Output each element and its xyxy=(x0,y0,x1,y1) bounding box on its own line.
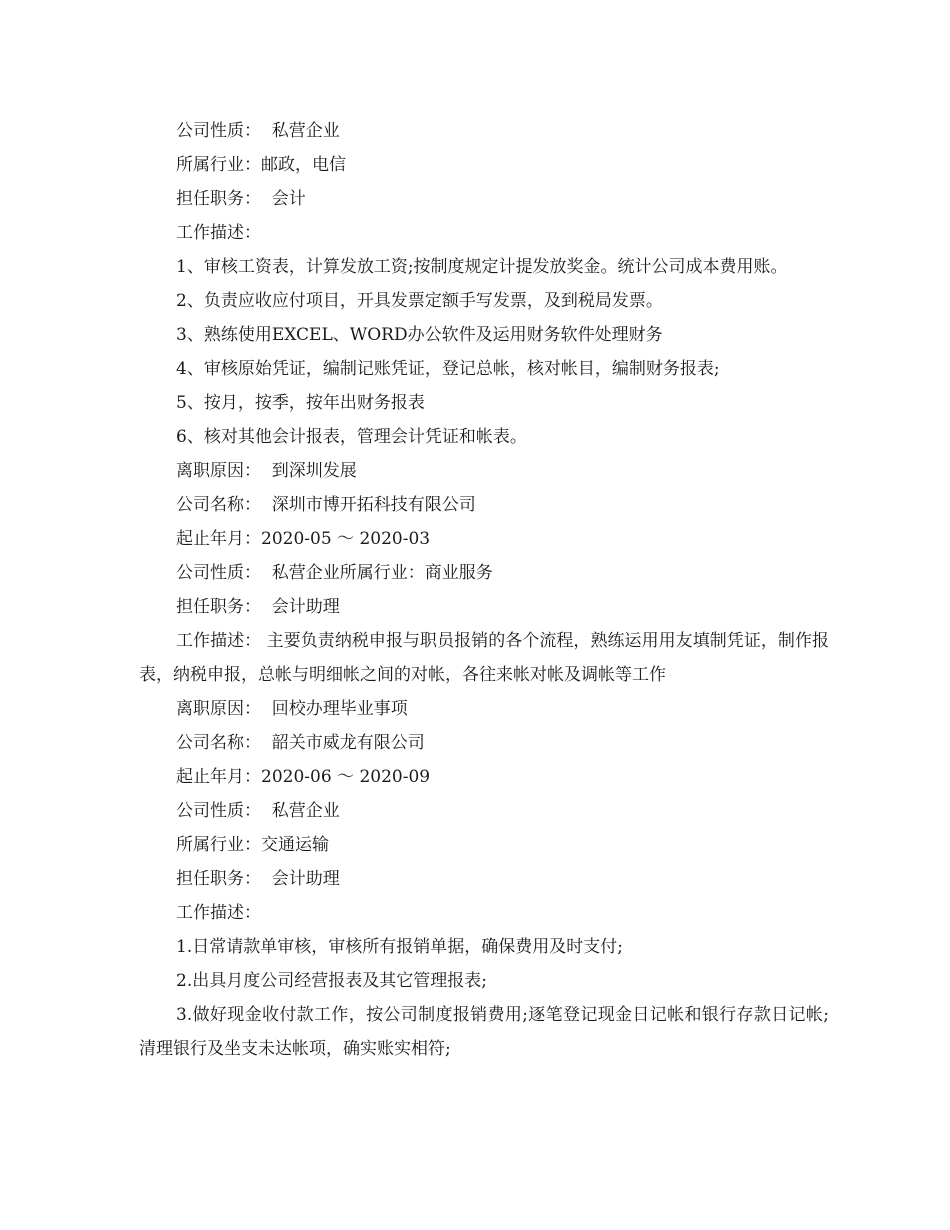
industry-1: 所属行业：邮政，电信 xyxy=(176,155,346,175)
duty-item-3-1: 1.日常请款单审核，审核所有报销单据，确保费用及时支付; xyxy=(176,937,623,957)
period-3: 起止年月：2020-06 ～ 2020-09 xyxy=(176,767,431,787)
job-description-heading-3: 工作描述： xyxy=(176,903,261,923)
company-name-3: 公司名称： 韶关市威龙有限公司 xyxy=(176,733,425,753)
duty-item-1: 1、审核工资表，计算发放工资;按制度规定计提发放奖金。统计公司成本费用账。 xyxy=(176,257,788,277)
duty-item-3-3: 3.做好现金收付款工作，按公司制度报销费用;逐笔登记现金日记帐和银行存款日记帐;清理银行及坐支未达帐项，确实账实相符; xyxy=(139,1005,829,1059)
duty-item-3-2: 2.出具月度公司经营报表及其它管理报表; xyxy=(176,971,487,991)
company-type-2: 公司性质： 私营企业所属行业：商业服务 xyxy=(176,563,493,583)
duty-item-3: 3、熟练使用EXCEL、WORD办公软件及运用财务软件处理财务 xyxy=(176,325,663,345)
job-description-heading-1: 工作描述： xyxy=(176,223,261,243)
industry-3: 所属行业：交通运输 xyxy=(176,835,329,855)
duty-item-6: 6、核对其他会计报表，管理会计凭证和帐表。 xyxy=(176,427,527,447)
position-3: 担任职务： 会计助理 xyxy=(176,869,340,889)
period-2: 起止年月：2020-05 ～ 2020-03 xyxy=(176,529,431,549)
document-body xyxy=(139,114,829,1066)
leave-reason-1: 离职原因： 到深圳发展 xyxy=(176,461,357,481)
company-name-2: 公司名称： 深圳市博开拓科技有限公司 xyxy=(176,495,476,515)
job-description-2: 工作描述： 主要负责纳税申报与职员报销的各个流程，熟练运用用友填制凭证，制作报表，纳税申报，总帐与明细帐之间的对帐，各往来帐对帐及调帐等工作 xyxy=(139,631,829,685)
position-1: 担任职务： 会计 xyxy=(176,189,306,209)
company-type-3: 公司性质： 私营企业 xyxy=(176,801,340,821)
position-2: 担任职务： 会计助理 xyxy=(176,597,340,617)
leave-reason-2: 离职原因： 回校办理毕业事项 xyxy=(176,699,408,719)
duty-item-4: 4、审核原始凭证，编制记账凭证，登记总帐，核对帐目，编制财务报表; xyxy=(176,359,720,379)
company-type-1: 公司性质： 私营企业 xyxy=(176,121,340,141)
duty-item-2: 2、负责应收应付项目，开具发票定额手写发票，及到税局发票。 xyxy=(176,291,663,311)
duty-item-5: 5、按月，按季，按年出财务报表 xyxy=(176,393,425,413)
